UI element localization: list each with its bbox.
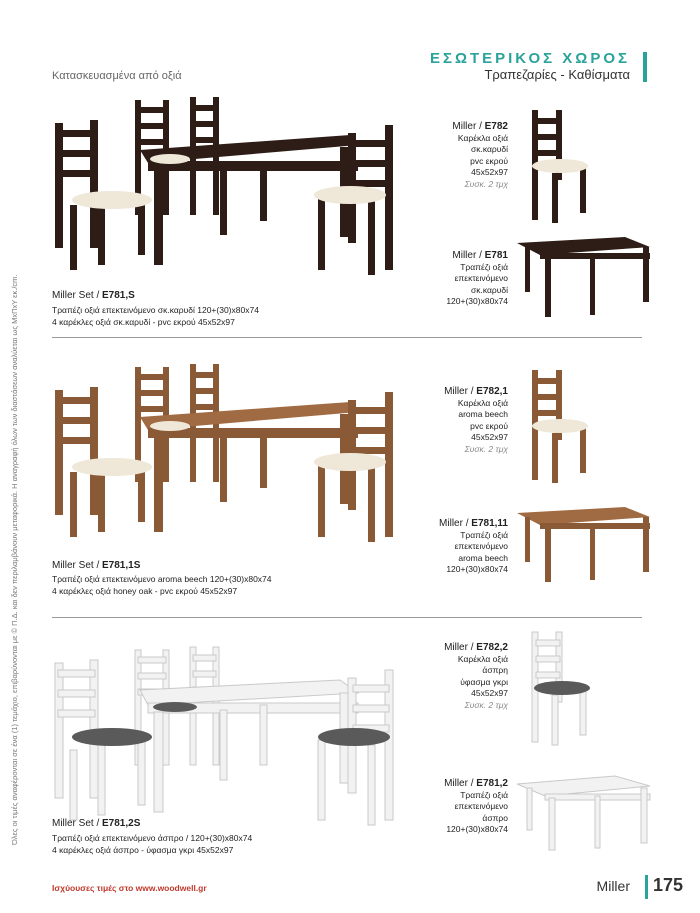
accent-bar	[643, 52, 647, 82]
footer-brand: Miller	[596, 878, 630, 894]
set-title: Miller Set / E781,2S	[52, 818, 141, 829]
set-desc-table: Τραπέζι οξιά επεκτεινόμενο aroma beech 120+(30)x80x74	[52, 574, 272, 584]
page-number: 175	[653, 875, 684, 895]
section-subtitle: Τραπεζαρίες - Καθίσματα	[484, 67, 630, 82]
product-e782: Miller / E782 Καρέκλα οξιά σκ.καρυδί pvc εκρού 45x52x97 Συσκ. 2 τμχ	[452, 121, 508, 189]
section-title: ΕΣΩΤΕΡΙΚΟΣ ΧΩΡΟΣ	[429, 50, 630, 67]
product-e781-2: Miller / E781,2 Τραπέζι οξιά επεκτεινόμενο άσπρο 120+(30)x80x74	[444, 778, 508, 834]
product-e781-11: Miller / E781,11 Τραπέζι οξιά επεκτεινόμενο aroma beech 120+(30)x80x74	[439, 518, 508, 574]
white-set-image	[50, 645, 420, 825]
accent-bar	[645, 875, 648, 899]
set-desc-table: Τραπέζι οξιά επεκτεινόμενο σκ.καρυδί 120+(30)x80x74	[52, 305, 259, 315]
set-desc-chairs: 4 καρέκλες οξιά honey oak - pvc εκρού 45x52x97	[52, 586, 238, 596]
chair-white-image	[528, 630, 598, 748]
divider	[52, 337, 642, 338]
beech-set-image	[50, 362, 420, 542]
table-beech-image	[515, 505, 655, 590]
set-title: Miller Set / E781,S	[52, 290, 135, 301]
chair-walnut-image	[528, 108, 598, 226]
walnut-set-image	[50, 95, 420, 275]
side-legal-note: Όλες οι τιμές αναφέρονται σε ένα (1) τεμάχιο, επιβαρύνονται με © Π.Δ. και δεν περιλαμβάνουν μεταφορικά. Η αναγραφή όλων των διαστάσεων αναλύεται ως MxПxY εκ./cm.	[10, 274, 19, 845]
product-e782-2: Miller / E782,2 Καρέκλα οξιά άσπρη ύφασμα γκρι 45x52x97 Συσκ. 2 τμχ	[444, 642, 508, 710]
chair-beech-image	[528, 368, 598, 486]
table-walnut-image	[515, 235, 655, 325]
material-note: Κατασκευασμένα από οξιά	[52, 70, 182, 82]
product-e781: Miller / E781 Τραπέζι οξιά επεκτεινόμενο σκ.καρυδί 120+(30)x80x74	[446, 250, 508, 306]
footer-price-note: Ισχύουσες τιμές στο www.woodwell.gr	[52, 883, 207, 893]
set-desc-chairs: 4 καρέκλες οξιά σκ.καρυδί - pvc εκρού 45x52x97	[52, 317, 235, 327]
set-desc-chairs: 4 καρέκλες οξιά άσπρο - ύφασμα γκρι 45x52x97	[52, 845, 234, 855]
set-desc-table: Τραπέζι οξιά επεκτεινόμενο άσπρο / 120+(30)x80x74	[52, 833, 253, 843]
table-white-image	[515, 770, 655, 855]
set-title: Miller Set / E781,1S	[52, 560, 141, 571]
divider	[52, 617, 642, 618]
product-e782-1: Miller / E782,1 Καρέκλα οξιά aroma beech pvc εκρού 45x52x97 Συσκ. 2 τμχ	[444, 386, 508, 454]
